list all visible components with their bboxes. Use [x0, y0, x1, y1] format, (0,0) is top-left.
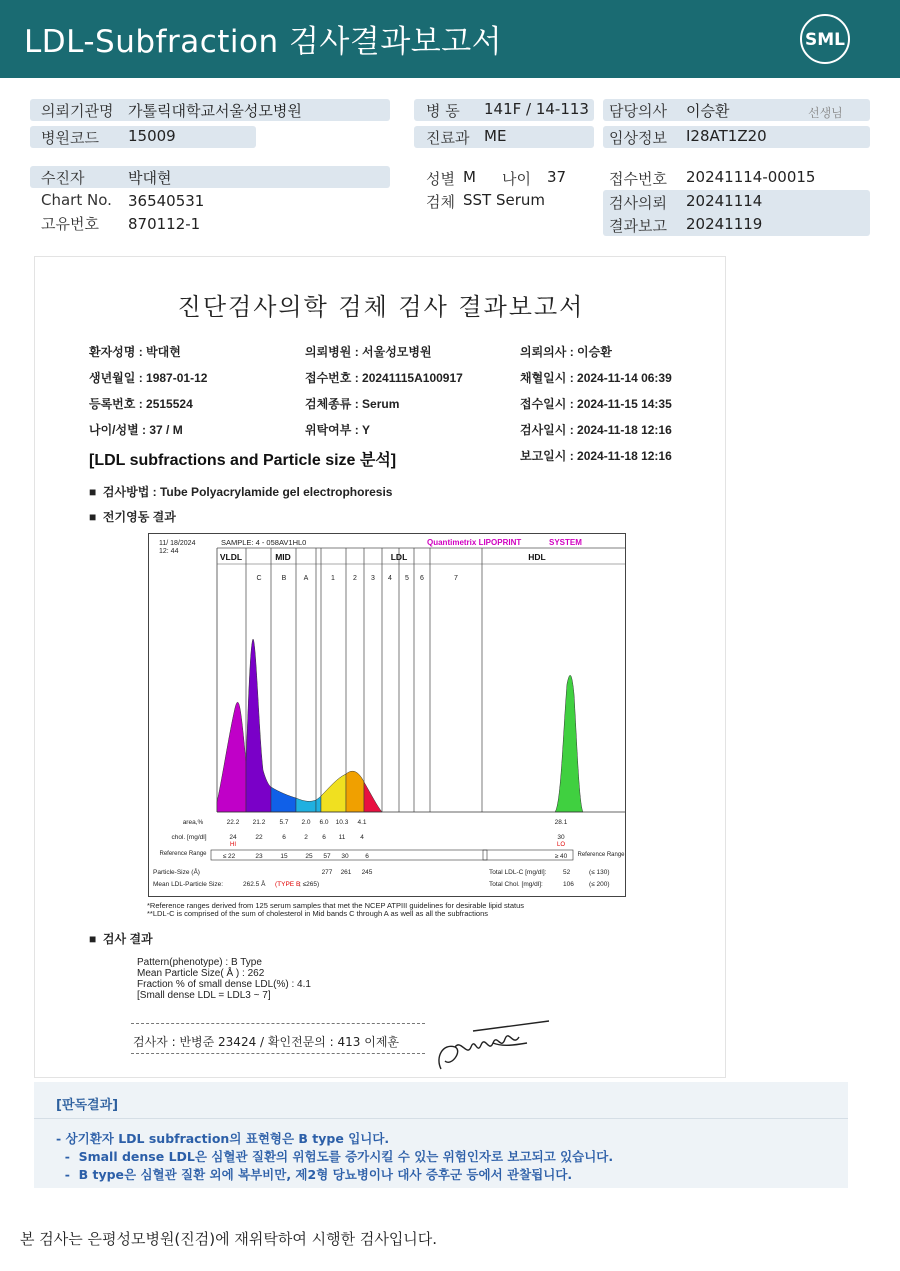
doctor-suffix: 선생님	[808, 106, 843, 120]
interpretation-divider	[34, 1118, 848, 1119]
interpretation-line-1: - 상기환자 LDL subfraction의 표현형은 B type 입니다.	[56, 1131, 390, 1146]
ref-value: 25	[305, 853, 313, 860]
receipt-no-value: 20241114-00015	[686, 168, 816, 186]
ref-value: 57	[323, 853, 331, 860]
field-receipt: 접수번호 : 20241115A100917	[305, 371, 463, 385]
particle-size-value: 245	[361, 869, 373, 876]
chart-no-label: Chart No.	[41, 191, 112, 209]
band-label: B	[281, 575, 287, 582]
department-value: ME	[484, 127, 507, 145]
band-label: A	[303, 575, 309, 582]
result-line-3: Fraction % of small dense LDL(%) : 4.1	[137, 979, 311, 990]
sex-value: M	[463, 168, 476, 186]
field-hospital: 의뢰병원 : 서울성모병원	[305, 345, 432, 359]
flag-lo: LO	[556, 842, 566, 848]
footnote-2: **LDL-C is comprised of the sum of cholesterol in Mid bands C through A as well as all the subfractions	[147, 909, 489, 918]
interpretation-line-2: - Small dense LDL은 심혈관 질환의 위험도를 증가시킬 수 있는 위험인자로 보고되고 있습니다.	[56, 1149, 614, 1164]
ref-value: 30	[341, 853, 349, 860]
chol-value: 4	[360, 834, 364, 841]
specimen-value: SST Serum	[463, 191, 546, 209]
mean-size-type: (TYPE B	[275, 881, 301, 888]
result-bullet: ■ 검사 결과	[89, 932, 153, 946]
field-reported: 보고일시 : 2024-11-18 12:16	[520, 449, 672, 463]
receipt-no-label: 접수번호	[609, 170, 667, 188]
mid-b-peak	[271, 787, 296, 812]
ref-row-label: Reference Range	[159, 851, 207, 857]
field-tested: 검사일시 : 2024-11-18 12:16	[520, 423, 672, 437]
chol-value: 2	[304, 834, 308, 841]
interpretation-panel	[34, 1082, 848, 1188]
particle-size-value: 261	[340, 869, 352, 876]
chart-brand-suffix: SYSTEM	[549, 538, 582, 547]
footnote-1: *Reference ranges derived from 125 serum samples that met the NCEP ATPIII guidelines for desirable lipid status	[147, 901, 524, 910]
region-label: HDL	[528, 552, 546, 562]
band-label: 2	[353, 575, 357, 582]
result-line-1: Pattern(phenotype) : B Type	[137, 957, 262, 968]
report-date-value: 20241119	[686, 215, 763, 233]
clinical-info-value: I28AT1Z20	[686, 127, 767, 145]
section-title: [LDL subfractions and Particle size 분석]	[89, 452, 397, 469]
area-value: 2.0	[301, 819, 311, 826]
specimen-label: 검체	[426, 193, 455, 211]
doctor-label: 담당의사	[609, 102, 667, 120]
mean-size-value: 262.5 Å	[243, 881, 266, 888]
mean-size-label: Mean LDL-Particle Size:	[153, 881, 224, 888]
region-label: MID	[275, 552, 291, 562]
report-date-label: 결과보고	[609, 217, 667, 235]
patient-label: 수진자	[41, 169, 85, 187]
method-bullet: ■ 검사방법 : Tube Polyacrylamide gel electrophoresis	[89, 485, 393, 499]
area-value: 21.2	[252, 819, 266, 826]
chol-value: 30	[557, 834, 565, 841]
age-value: 37	[547, 168, 567, 186]
page-title: LDL-Subfraction 검사결과보고서	[24, 24, 503, 60]
request-date-value: 20241114	[686, 192, 763, 210]
ref-value: ≥ 40	[554, 853, 568, 860]
field-collected: 채혈일시 : 2024-11-14 06:39	[520, 371, 672, 385]
ref-box-left	[211, 850, 487, 860]
mean-size-limit: ; ≤265)	[299, 881, 320, 888]
doctor-value: 이승환	[686, 102, 730, 120]
total-ldl-value: 52	[563, 869, 571, 876]
hospital-code-value: 15009	[128, 127, 176, 145]
chart-sample: SAMPLE: 4 - 058AV1HL0	[221, 538, 307, 547]
chol-value: 11	[338, 834, 346, 841]
ward-label: 병 동	[426, 102, 460, 120]
department-label: 진료과	[426, 129, 470, 147]
band-label: 5	[405, 575, 409, 582]
sml-logo-icon	[798, 12, 852, 66]
chart-brand: Quantimetrix LIPOPRINT	[427, 538, 522, 547]
area-value: 28.1	[554, 819, 568, 826]
area-value: 5.7	[279, 819, 289, 826]
patient-value: 박대현	[128, 169, 172, 187]
band-label: 3	[371, 575, 375, 582]
interpretation-heading: [판독결과]	[56, 1098, 119, 1113]
area-value: 6.0	[319, 819, 329, 826]
chart-no-value: 36540531	[128, 192, 205, 210]
electrophoresis-svg	[149, 534, 627, 898]
report-title: 진단검사의학 검체 검사 결과보고서	[177, 293, 585, 321]
ref-value: 6	[365, 853, 369, 860]
particle-size-value: 277	[321, 869, 333, 876]
interpretation-line-3: - B type은 심혈관 질환 외에 복부비만, 제2형 당뇨병이나 대사 증후군 등에서 관찰됩니다.	[56, 1167, 573, 1182]
footer-note: 본 검사는 은평성모병원(진검)에 재위탁하여 시행한 검사입니다.	[20, 1230, 438, 1248]
chol-value: 22	[255, 834, 263, 841]
requesting-org-value: 가톨릭대학교서울성모병원	[128, 102, 302, 120]
total-chol-ref: (≤ 200)	[589, 881, 610, 888]
band-label: 1	[331, 575, 335, 582]
ldl2-peak	[346, 771, 364, 812]
field-consigned: 위탁여부 : Y	[305, 423, 371, 437]
result-line-2: Mean Particle Size( Å ) : 262	[137, 968, 265, 979]
ref-value: 15	[280, 853, 288, 860]
total-chol-value: 106	[563, 881, 574, 888]
band-label: 4	[388, 575, 392, 582]
electro-bullet: ■ 전기영동 결과	[89, 510, 176, 524]
region-label: VLDL	[219, 552, 243, 562]
ward-value: 141F / 14-113	[484, 100, 589, 118]
sex-label: 성별	[426, 170, 455, 188]
mid-c-peak	[246, 639, 271, 812]
field-received: 접수일시 : 2024-11-15 14:35	[520, 397, 672, 411]
field-age-sex: 나이/성별 : 37 / M	[89, 423, 183, 437]
result-title: 검사 결과	[102, 932, 153, 946]
ldl3-peak	[364, 782, 382, 812]
signer-line: 검사자 : 반병준 23424 / 확인전문의 : 413 이제훈	[133, 1035, 400, 1049]
chart-date: 11/ 18/2024	[159, 540, 196, 547]
method-text: 검사방법 : Tube Polyacrylamide gel electrophoresis	[102, 485, 393, 499]
signature-divider-top	[131, 1023, 425, 1024]
field-patient-name: 환자성명 : 박대현	[89, 345, 181, 359]
embedded-report	[34, 256, 726, 1078]
hdl-peak	[555, 675, 583, 812]
field-reg-no: 등록번호 : 2515524	[89, 397, 193, 411]
svg-text:SML: SML	[805, 30, 845, 50]
ref-row-label-right: Reference Range	[577, 852, 625, 858]
region-label: LDL	[390, 552, 408, 562]
ldl1-peak	[321, 774, 346, 812]
mid-a-tail	[316, 796, 321, 812]
area-row-label: area,%	[182, 819, 204, 826]
clinical-info-label: 임상정보	[609, 129, 667, 147]
signature-divider-bottom	[131, 1053, 425, 1054]
ref-value: ≤ 22	[222, 853, 236, 860]
vldl-peak	[217, 702, 246, 812]
electro-title: 전기영동 결과	[102, 510, 176, 524]
band-label: C	[256, 575, 262, 582]
flag-hi: HI	[230, 842, 236, 848]
field-specimen-type: 검체종류 : Serum	[305, 397, 400, 411]
electrophoresis-chart	[148, 533, 626, 897]
result-line-4: [Small dense LDL = LDL3 ~ 7]	[137, 990, 271, 1001]
ref-value: 23	[255, 853, 263, 860]
chol-value: 24	[229, 834, 237, 841]
chol-value: 6	[282, 834, 286, 841]
request-date-label: 검사의뢰	[609, 194, 667, 212]
area-value: 4.1	[357, 819, 367, 826]
band-label: 7	[454, 575, 458, 582]
mid-a-peak	[296, 798, 316, 812]
chol-row-label: chol. [mg/dl]	[171, 834, 207, 841]
field-dob: 생년월일 : 1987-01-12	[89, 371, 208, 385]
requesting-org-label: 의뢰기관명	[41, 102, 114, 120]
total-ldl-ref: (≤ 130)	[589, 869, 610, 876]
chart-time: 12: 44	[159, 548, 179, 555]
area-value: 10.3	[335, 819, 349, 826]
handwritten-signature	[433, 1017, 557, 1077]
header-bar	[0, 0, 900, 78]
total-chol-label: Total Chol. [mg/dl]:	[489, 881, 543, 888]
age-label: 나이	[502, 170, 531, 188]
unique-no-value: 870112-1	[128, 215, 201, 233]
unique-no-label: 고유번호	[41, 215, 99, 233]
area-value: 22.2	[226, 819, 240, 826]
field-physician: 의뢰의사 : 이승환	[520, 345, 612, 359]
hospital-code-label: 병원코드	[41, 129, 99, 147]
band-label: 6	[420, 575, 424, 582]
total-ldl-label: Total LDL-C [mg/dl]:	[489, 869, 547, 876]
particle-size-label: Particle-Size (Å)	[153, 869, 200, 876]
chol-value: 6	[322, 834, 326, 841]
